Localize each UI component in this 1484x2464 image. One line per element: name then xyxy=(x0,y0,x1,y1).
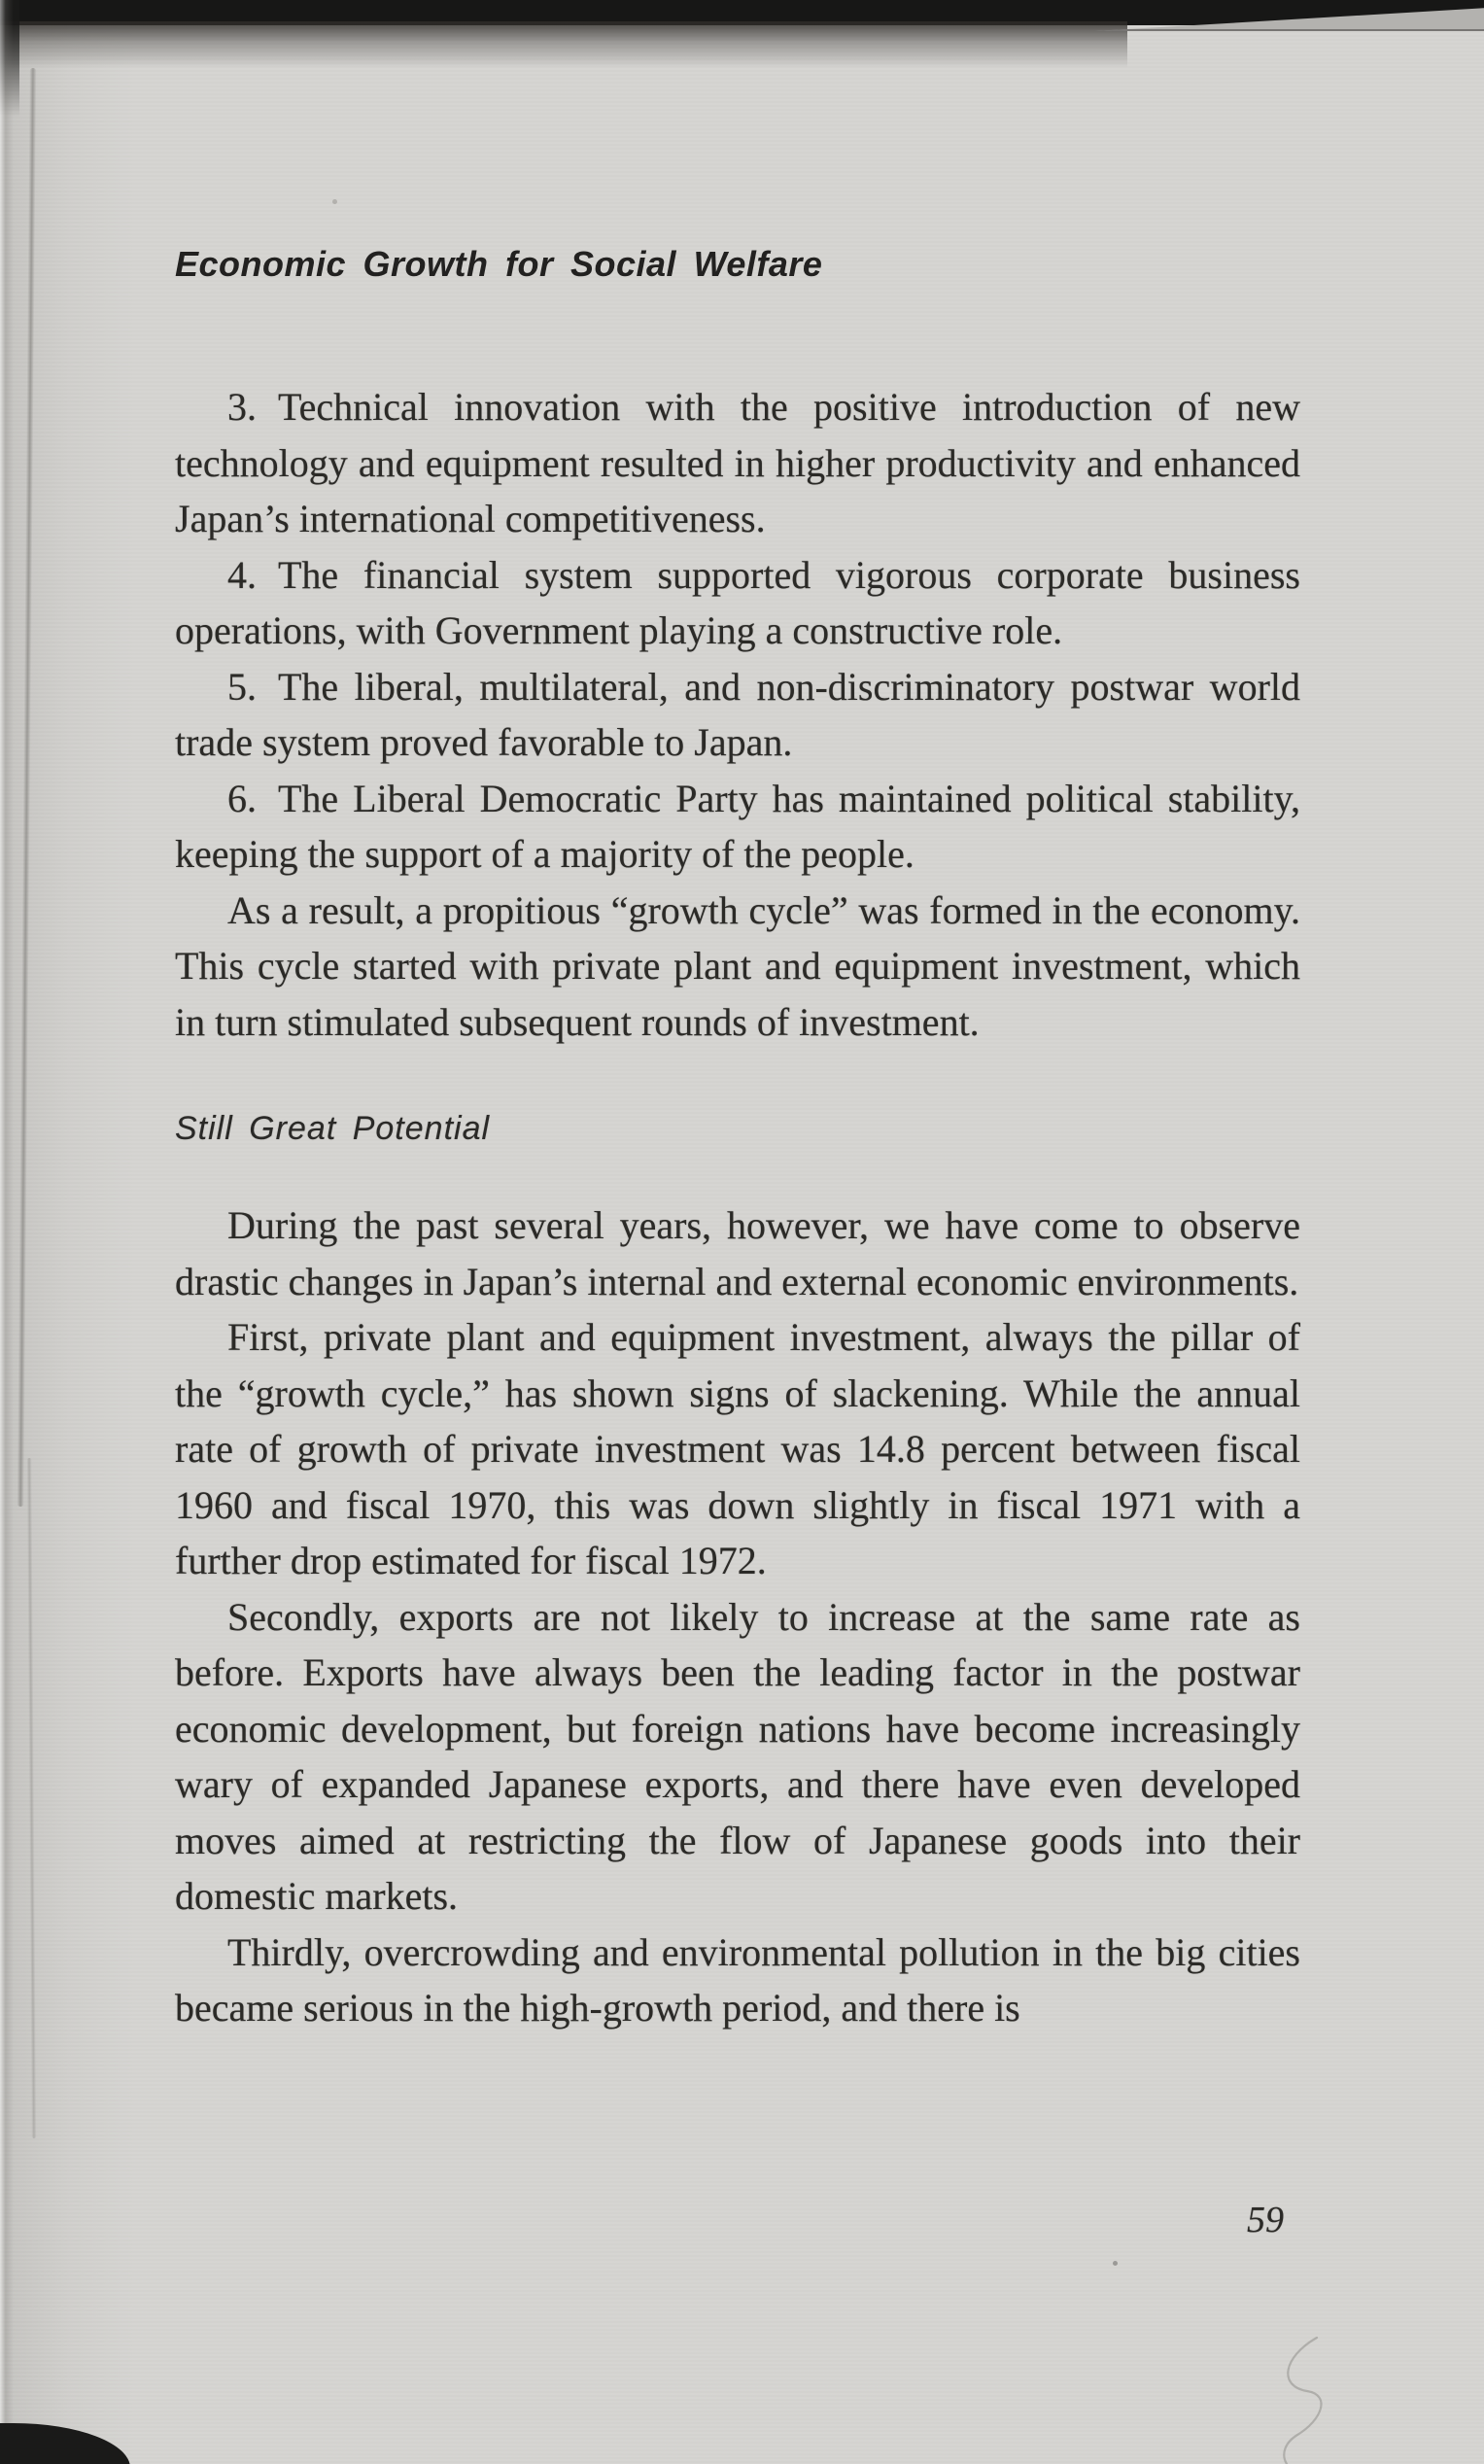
point-text: The Liberal Democratic Party has maintained political stability, keeping the support of a majority of the people. xyxy=(175,776,1300,876)
page-gutter-crease xyxy=(17,68,37,1507)
page-number: 59 xyxy=(1247,2200,1284,2240)
dust-speck xyxy=(1113,2261,1118,2266)
page-gutter-crease-lower xyxy=(27,1458,37,2138)
paragraph-first: First, private plant and equipment investment, always the pillar of the “growth cycle,” has shown signs of slackening. While the annual rate of growth of private investment was 14.8 percent between fiscal 1960 and fiscal 1970, this was down slightly in fiscal 1971 with a further drop estimated for fiscal 1972. xyxy=(175,1315,1300,1582)
paragraph-secondly: Secondly, exports are not likely to increase at the same rate as before. Exports have always been the leading factor in the postwar economic development, but foreign nations have become increasingly wary of expanded Japanese exports, and there have even developed moves aimed at restricting the flow of Japanese goods into their domestic markets. xyxy=(175,1594,1300,1918)
running-header: Economic Growth for Social Welfare xyxy=(175,244,823,284)
dust-speck xyxy=(332,199,337,204)
point-text: The financial system supported vigorous corporate business operations, with Government playing a constructive role. xyxy=(175,552,1300,652)
numbered-point-6 xyxy=(175,771,1300,883)
numbered-point-3 xyxy=(175,379,1300,547)
dust-hair-mark xyxy=(1263,2333,1351,2464)
point-text: The liberal, multilateral, and non-discriminatory postwar world trade system proved favorable to Japan. xyxy=(175,664,1300,764)
numbered-point-4 xyxy=(175,547,1300,659)
numbered-point-5 xyxy=(175,659,1300,771)
paragraph-growth-cycle: As a result, a propitious “growth cycle” was formed in the economy. This cycle started with private plant and equipment investment, which in turn stimulated subsequent rounds of investment. xyxy=(175,887,1300,1044)
paragraph-thirdly: Thirdly, overcrowding and environmental pollution in the big cities became serious in the high-growth period, and there is xyxy=(175,1929,1300,2030)
paragraph-during: During the past several years, however, we have come to observe drastic changes in Japan’s internal and external economic environments. xyxy=(175,1203,1300,1303)
point-number: 3. xyxy=(227,385,257,429)
scan-top-shadow xyxy=(0,21,1127,68)
page-content xyxy=(175,243,1300,2036)
page-left-edge-shade xyxy=(0,0,14,2464)
point-number: 4. xyxy=(227,552,257,597)
point-number: 6. xyxy=(227,776,257,820)
point-number: 5. xyxy=(227,664,257,709)
scan-bottom-left-corner xyxy=(0,2423,130,2464)
section-heading: Still Great Potential xyxy=(175,1110,491,1147)
point-text: Technical innovation with the positive introduction of new technology and equipment resulted in higher productivity and enhanced Japan’s international competitiveness. xyxy=(175,385,1300,540)
